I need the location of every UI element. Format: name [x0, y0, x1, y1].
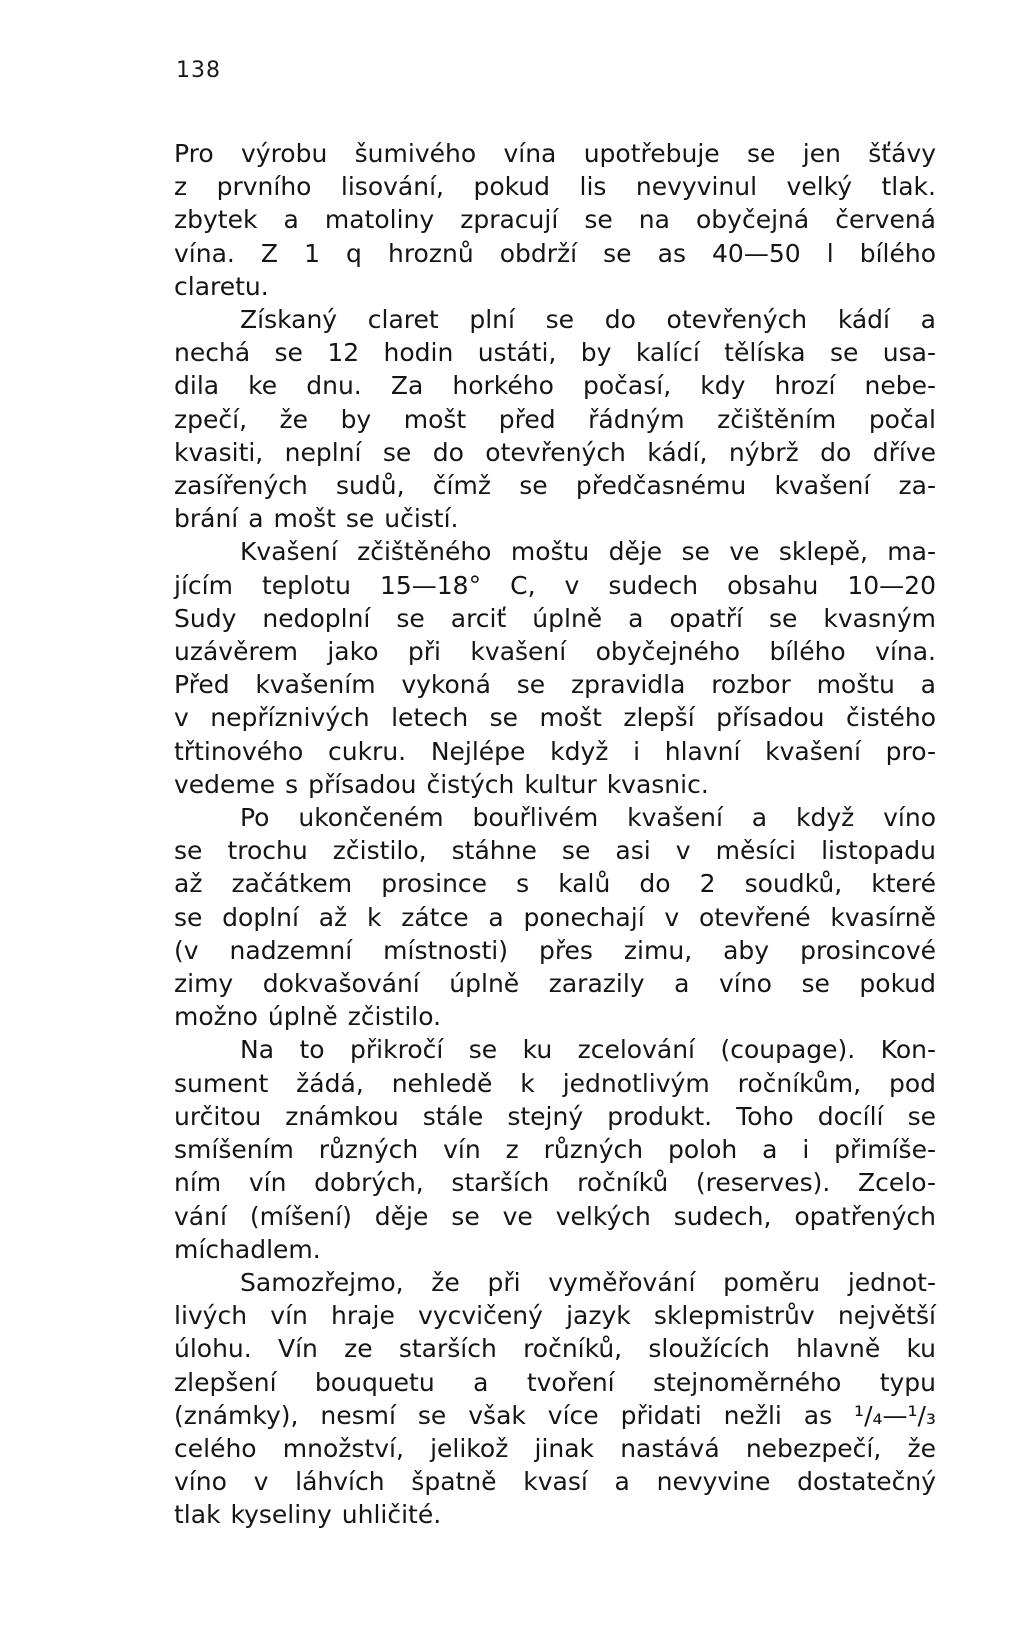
text-line: sument žádá, nehledě k jednotlivým ročníkům, pod	[174, 1068, 936, 1098]
text-line: brání a mošt se učistí.	[174, 504, 459, 534]
text-line: Získaný claret plní se do otevřených kádí a	[240, 305, 936, 335]
text-line: Samozřejmo, že při vyměřování poměru jednot-	[240, 1267, 936, 1297]
body-text	[174, 137, 936, 1532]
text-line: zpečí, že by mošt před řádným zčištěním počal	[174, 404, 936, 434]
text-line: zlepšení bouquetu a tvoření stejnoměrného typu	[174, 1367, 936, 1397]
text-line: vání (míšení) děje se ve velkých sudech, opatřených	[174, 1201, 936, 1231]
text-line: ním vín dobrých, starších ročníků (reserves). Zcelo-	[174, 1168, 936, 1198]
text-line: se trochu zčistilo, stáhne se asi v měsíci listopadu	[174, 836, 936, 866]
text-line: livých vín hraje vycvičený jazyk sklepmistrův největší	[174, 1301, 936, 1331]
paragraph	[174, 535, 936, 801]
text-line: tlak kyseliny uhličité.	[174, 1500, 442, 1530]
paragraph	[174, 1033, 936, 1265]
text-line: nechá se 12 hodin ustáti, by kalící tělíska se usa-	[174, 338, 936, 368]
paragraph	[174, 137, 936, 303]
text-line: celého množství, jelikož jinak nastává nebezpečí, že	[174, 1433, 936, 1463]
paragraph	[174, 303, 936, 535]
text-line: (známky), nesmí se však více přidati nežli as ¹/₄—¹/₃	[174, 1400, 936, 1430]
text-line: (v nadzemní místnosti) přes zimu, aby prosincové	[174, 935, 936, 965]
text-line: úlohu. Vín ze starších ročníků, sloužících hlavně ku	[174, 1334, 936, 1364]
text-line: míchadlem.	[174, 1234, 321, 1264]
text-line: zimy dokvašování úplně zarazily a víno se pokud	[174, 969, 936, 999]
text-line: jícím teplotu 15—18° C, v sudech obsahu 10—20	[174, 570, 936, 600]
paragraph	[174, 801, 936, 1033]
text-line: vedeme s přísadou čistých kultur kvasnic.	[174, 769, 709, 799]
text-line: Kvašení zčištěného moštu děje se ve sklepě, ma-	[240, 537, 936, 567]
paragraph	[174, 1266, 936, 1532]
text-line: smíšením různých vín z různých poloh a i přimíše-	[174, 1135, 936, 1165]
text-line: kvasiti, neplní se do otevřených kádí, nýbrž do dříve	[174, 437, 936, 467]
text-line: až začátkem prosince s kalů do 2 soudků, které	[174, 869, 936, 899]
text-line: dila ke dnu. Za horkého počasí, kdy hrozí nebe-	[174, 371, 936, 401]
text-line: z prvního lisování, pokud lis nevyvinul velký tlak.	[174, 172, 936, 202]
text-line: Po ukončeném bouřlivém kvašení a když víno	[240, 803, 936, 833]
text-line: třtinového cukru. Nejlépe když i hlavní kvašení pro-	[174, 736, 936, 766]
text-line: Před kvašením vykoná se zpravidla rozbor moštu a	[174, 670, 936, 700]
page-number: 138	[176, 58, 221, 83]
text-line: zbytek a matoliny zpracují se na obyčejná červená	[174, 205, 936, 235]
text-line: Na to přikročí se ku zcelování (coupage). Kon-	[240, 1035, 936, 1065]
text-line: víno v láhvích špatně kvasí a nevyvine dostatečný	[174, 1467, 936, 1497]
text-line: zasířených sudů, čímž se předčasnému kvašení za-	[174, 471, 936, 501]
text-line: určitou známkou stále stejný produkt. Toho docílí se	[174, 1101, 936, 1131]
text-line: se doplní až k zátce a ponechají v otevřené kvasírně	[174, 902, 936, 932]
text-line: uzávěrem jako při kvašení obyčejného bílého vína.	[174, 637, 936, 667]
text-line: v nepříznivých letech se mošt zlepší přísadou čistého	[174, 703, 936, 733]
text-line: Pro výrobu šumivého vína upotřebuje se jen šťávy	[174, 139, 936, 168]
text-line: vína. Z 1 q hroznů obdrží se as 40—50 l bílého	[174, 238, 936, 268]
text-line: claretu.	[174, 271, 269, 301]
text-line: Sudy nedoplní se arciť úplně a opatří se kvasným	[174, 603, 936, 633]
text-line: možno úplně zčistilo.	[174, 1002, 442, 1032]
